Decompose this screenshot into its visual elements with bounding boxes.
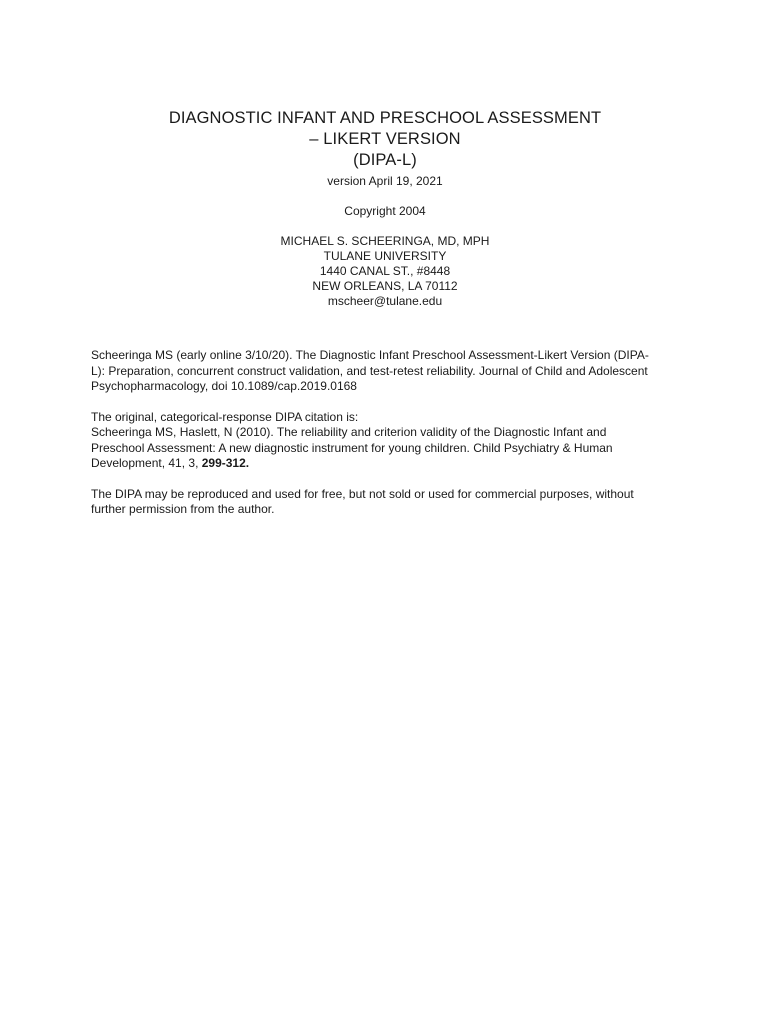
version-date: version April 19, 2021 (327, 174, 443, 188)
original-citation-pages: 299-312. (201, 456, 250, 470)
author-street: 1440 CANAL ST., #8448 (319, 264, 451, 278)
body-text (91, 348, 691, 533)
title-block (0, 108, 770, 309)
copyright-notice: Copyright 2004 (344, 204, 426, 218)
original-citation-journal: Development, 41, 3, (91, 456, 202, 470)
permission-line-2: further permission from the author. (91, 502, 275, 516)
author-institution: TULANE UNIVERSITY (323, 249, 447, 263)
document-title-line-1: DIAGNOSTIC INFANT AND PRESCHOOL ASSESSMENT (168, 109, 602, 127)
author-email: mscheer@tulane.edu (327, 294, 443, 308)
likert-citation-paragraph (91, 348, 691, 395)
document-title-line-2: – LIKERT VERSION (309, 130, 461, 148)
original-citation-line-2: Preschool Assessment: A new diagnostic instrument for young children. Child Psychiatry & Human (91, 440, 613, 455)
likert-citation-line-3: Psychopharmacology, doi 10.1089/cap.2019.0168 (91, 379, 357, 393)
document-title-line-3: (DIPA-L) (353, 151, 417, 169)
author-name: MICHAEL S. SCHEERINGA, MD, MPH (280, 234, 490, 248)
original-citation-paragraph (91, 410, 691, 472)
likert-citation-line-1: Scheeringa MS (early online 3/10/20). The Diagnostic Infant Preschool Assessment-Likert Version (DIPA- (91, 348, 649, 362)
author-block (0, 234, 770, 309)
original-citation-line-3 (91, 456, 691, 472)
permission-paragraph (91, 487, 691, 518)
original-citation-line-1: Scheeringa MS, Haslett, N (2010). The reliability and criterion validity of the Diagnostic Infant and (91, 425, 607, 439)
original-citation-intro: The original, categorical-response DIPA citation is: (91, 409, 359, 424)
permission-line-1: The DIPA may be reproduced and used for free, but not sold or used for commercial purposes, without (91, 486, 634, 501)
likert-citation-line-2: L): Preparation, concurrent construct validation, and test-retest reliability. Journal of Child and Adolescent (91, 363, 648, 378)
author-city: NEW ORLEANS, LA 70112 (312, 279, 458, 293)
